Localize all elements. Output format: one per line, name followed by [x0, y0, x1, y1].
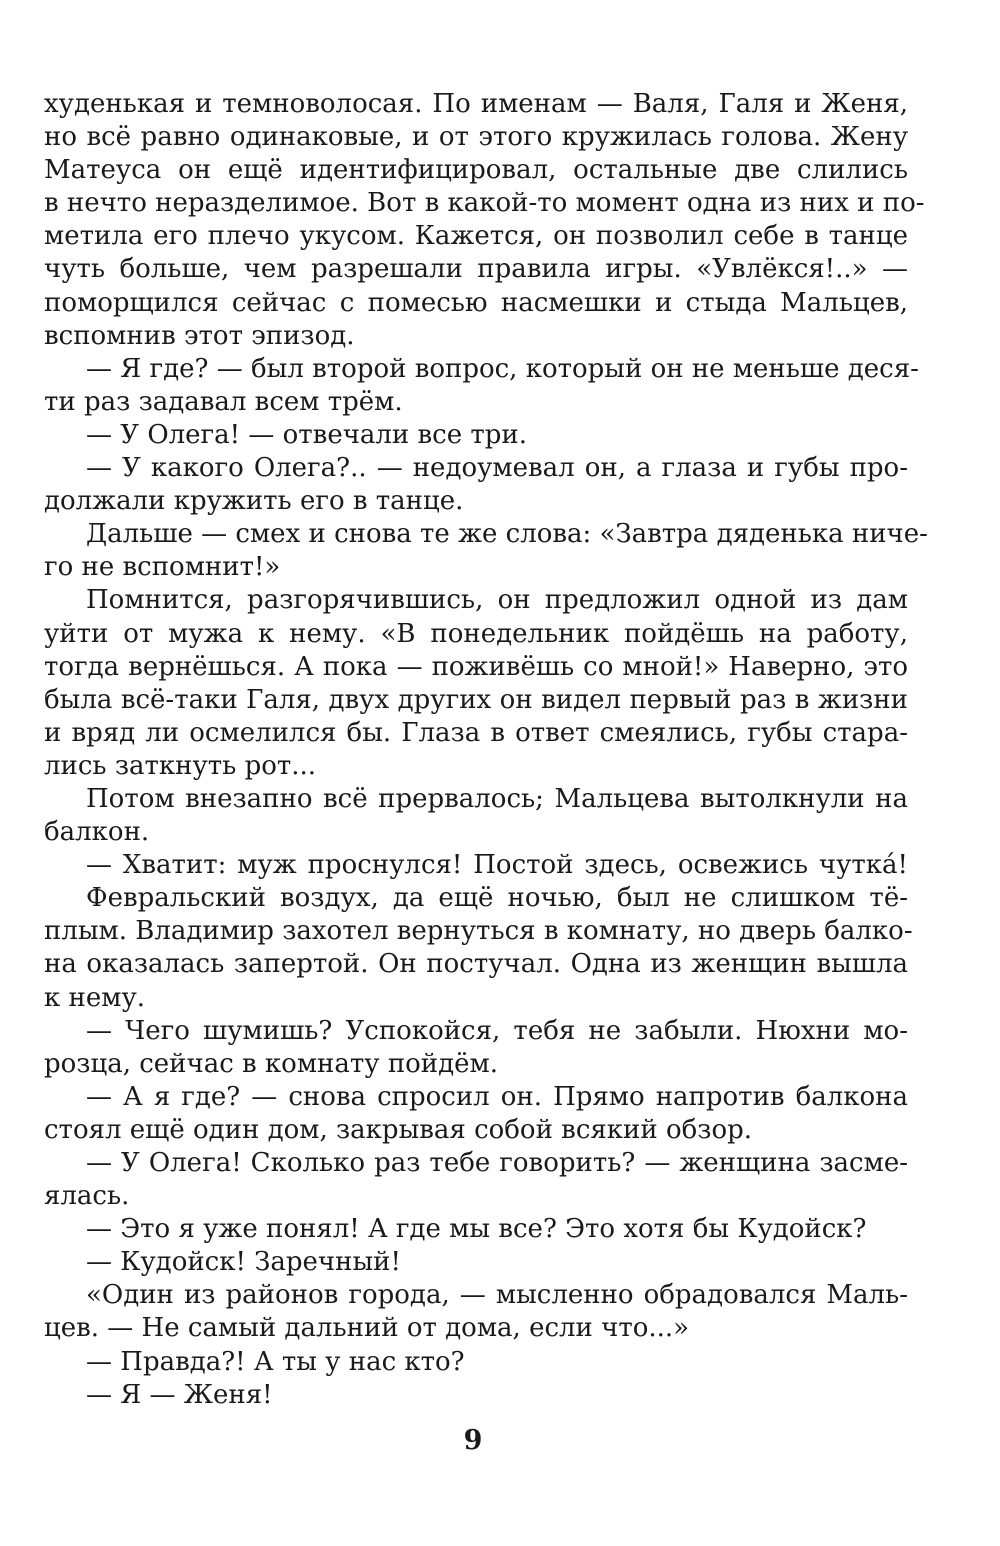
text-line: — У Олега! Сколько раз тебе говорить? — женщина засме- [86, 1148, 908, 1178]
text-line: но всё равно одинаковые, и от этого кружилась голова. Жену [44, 122, 908, 153]
text-line: и вряд ли осмелился бы. Глаза в ответ смеялись, губы стара- [44, 717, 908, 748]
text-line: ялась. [44, 1181, 130, 1212]
text-line: должали кружить его в танце. [44, 486, 464, 517]
text-line: метила его плечо укусом. Кажется, он позволил себе в танце [44, 221, 908, 252]
text-line: «Один из районов города, — мысленно обрадовался Маль- [86, 1280, 908, 1311]
text-line: — Чего шумишь? Успокойся, тебя не забыли. Нюхни мо- [86, 1015, 908, 1046]
text-line: чуть больше, чем разрешали правила игры. «Увлёкся!..» — [44, 254, 908, 285]
text-line: го не вспомнит!» [44, 552, 281, 583]
text-line: балкон. [44, 817, 150, 848]
text-line: Февральский воздух, да ещё ночью, был не слишком тё- [86, 883, 908, 914]
text-line: — А я где? — снова спросил он. Прямо напротив балкона [86, 1081, 908, 1112]
text-line: Помнится, разгорячившись, он предложил одной из дам [86, 585, 908, 616]
text-line: — Кудойск! Заречный! [86, 1247, 401, 1278]
text-line: худенькая и темноволосая. По именам — Валя, Галя и Женя, [44, 89, 908, 119]
text-line: — Хватит: муж проснулся! Постой здесь, освежись чутка́! [86, 850, 908, 881]
text-line: уйти от мужа к нему. «В понедельник пойдёшь на работу, [44, 618, 908, 649]
text-line: — Правда?! А ты у нас кто? [86, 1346, 465, 1377]
text-line: была всё-таки Галя, двух других он видел первый раз в жизни [44, 684, 908, 715]
text-line: Потом внезапно всё прервалось; Мальцева вытолкнули на [86, 783, 908, 814]
text-line: — У Олега! — отвечали все три. [86, 419, 527, 450]
text-line: вспомнив этот эпизод. [44, 320, 355, 351]
text-line: цев. — Не самый дальний от дома, если что...» [44, 1313, 690, 1344]
text-line: — У какого Олега?.. — недоумевал он, а глаза и губы про- [86, 453, 908, 484]
text-line: Матеуса он ещё идентифицировал, остальные две слились [44, 155, 908, 186]
text-line: лись заткнуть рот... [44, 750, 317, 781]
text-line: Дальше — смех и снова те же слова: «Завтра дяденька ниче- [86, 519, 928, 550]
text-line: тогда вернёшься. А пока — поживёшь со мной!» Наверно, это [44, 651, 908, 682]
text-line: к нему. [44, 982, 146, 1013]
text-line: стоял ещё один дом, закрывая собой всякий обзор. [44, 1114, 753, 1145]
text-line: в нечто неразделимое. Вот в какой-то момент одна из них и по- [44, 188, 925, 219]
page-text [44, 88, 928, 1412]
text-line: на оказалась запертой. Он постучал. Одна из женщин вышла [44, 949, 908, 980]
text-line: — Я — Женя! [86, 1379, 273, 1410]
text-line: ти раз задавал всем трём. [44, 386, 403, 417]
text-line: розца, сейчас в комнату пойдём. [44, 1048, 499, 1079]
text-line: — Я где? — был второй вопрос, который он не меньше деся- [86, 353, 919, 384]
page-number: 9 [463, 1425, 483, 1456]
text-line: — Это я уже понял! А где мы все? Это хотя бы Кудойск? [86, 1214, 867, 1245]
text-line: плым. Владимир захотел вернуться в комнату, но дверь балко- [44, 916, 913, 947]
text-line: поморщился сейчас с помесью насмешки и стыда Мальцев, [44, 287, 908, 318]
